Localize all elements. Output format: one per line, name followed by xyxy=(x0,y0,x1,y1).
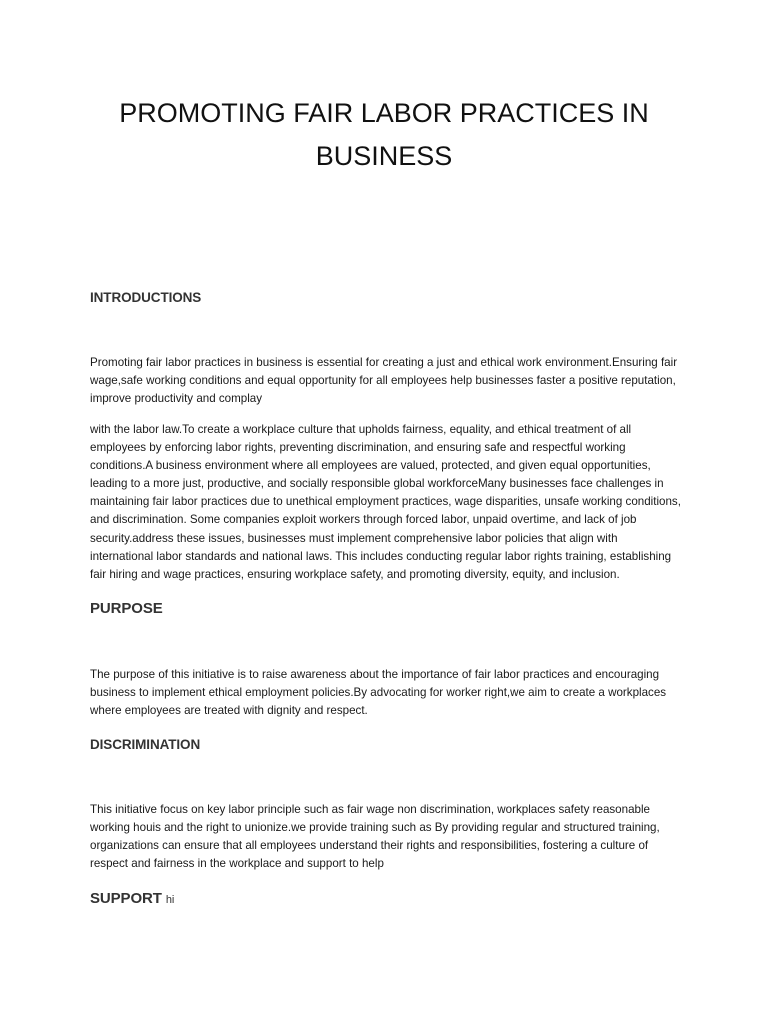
discrimination-paragraph: This initiative focus on key labor principle such as fair wage non discrimination, workplaces safety reasonable working houis and the right to unionize.we provide training such as By providing regular and structured training, organizations can ensure that all employees understand their rights and responsibilities, fostering a culture of respect and fairness in the workplace and support to help xyxy=(90,803,660,871)
document-title: PROMOTING FAIR LABOR PRACTICES IN BUSINESS xyxy=(119,98,649,171)
heading-introductions: INTRODUCTIONS xyxy=(90,290,202,305)
heading-purpose: PURPOSE xyxy=(90,600,163,617)
heading-discrimination: DISCRIMINATION xyxy=(90,737,201,752)
introductions-paragraph-1: Promoting fair labor practices in business is essential for creating a just and ethical work environment.Ensuring fair wage,safe working conditions and equal opportunity for all employees help businesses faster a positive reputation, improve productivity and complay xyxy=(90,356,678,406)
purpose-paragraph: The purpose of this initiative is to raise awareness about the importance of fair labor practices and encouraging business to implement ethical employment policies.By advocating for worker right,we aim to create a workplaces where employees are treated with dignity and respect. xyxy=(90,668,667,718)
support-suffix-text: hi xyxy=(165,894,175,906)
support-heading-text: SUPPORT xyxy=(90,890,162,907)
heading-support xyxy=(90,890,174,907)
introductions-paragraph-2: with the labor law.To create a workplace culture that upholds fairness, equality, and ethical treatment of all employees by enforcing labor rights, preventing discrimination, and ensuring safe and respectful working conditions.A business environment where all employees are valued, protected, and given equal opportunities, leading to a more just, productive, and socially responsible global workforceMany businesses face challenges in maintaining fair labor practices due to unethical employment practices, wage disparities, unsafe working conditions, and discrimination. Some companies exploit workers through forced labor, unpaid overtime, and lack of job security.address these issues, businesses must implement comprehensive labor policies that align with international labor standards and national laws. This includes conducting regular labor rights training, establishing fair hiring and wage practices, ensuring workplace safety, and promoting diversity, equity, and inclusion. xyxy=(90,423,681,581)
